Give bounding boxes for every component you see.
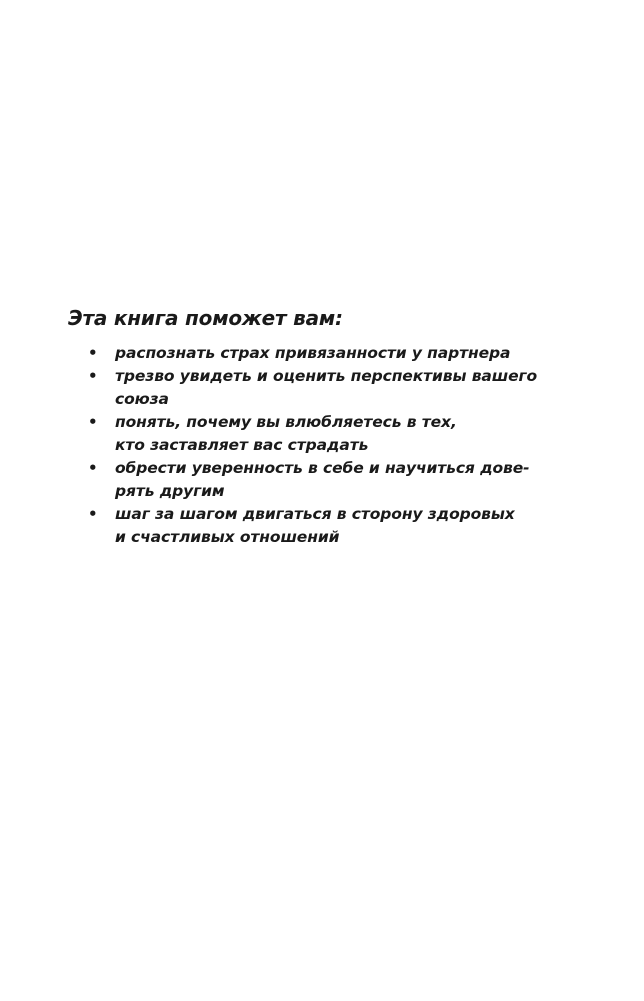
list-item-line: обрести уверенность в себе и научиться дове- xyxy=(115,459,530,477)
list-item-line: понять, почему вы влюбляетесь в тех, xyxy=(115,413,457,431)
page-content xyxy=(68,304,588,549)
list-item-line: рять другим xyxy=(115,482,225,500)
list-item xyxy=(68,342,588,365)
list-item xyxy=(68,457,588,503)
list-item-line: трезво увидеть и оценить перспективы вашего xyxy=(115,367,538,385)
bullet-icon: • xyxy=(88,413,98,431)
list-item-line: распознать страх привязанности у партнера xyxy=(115,344,511,362)
list-item-line: союза xyxy=(115,390,169,408)
list-item xyxy=(68,411,588,457)
bullet-icon: • xyxy=(88,344,98,362)
bullet-icon: • xyxy=(88,367,98,385)
list-item-line: шаг за шагом двигаться в сторону здоровых xyxy=(115,505,515,523)
bullet-icon: • xyxy=(88,505,98,523)
list-item xyxy=(68,503,588,549)
page-heading: Эта книга поможет вам: xyxy=(68,306,343,330)
bullet-icon: • xyxy=(88,459,98,477)
benefits-list xyxy=(68,342,588,549)
list-item-line: кто заставляет вас страдать xyxy=(115,436,369,454)
list-item-line: и счастливых отношений xyxy=(115,528,340,546)
list-item xyxy=(68,365,588,411)
